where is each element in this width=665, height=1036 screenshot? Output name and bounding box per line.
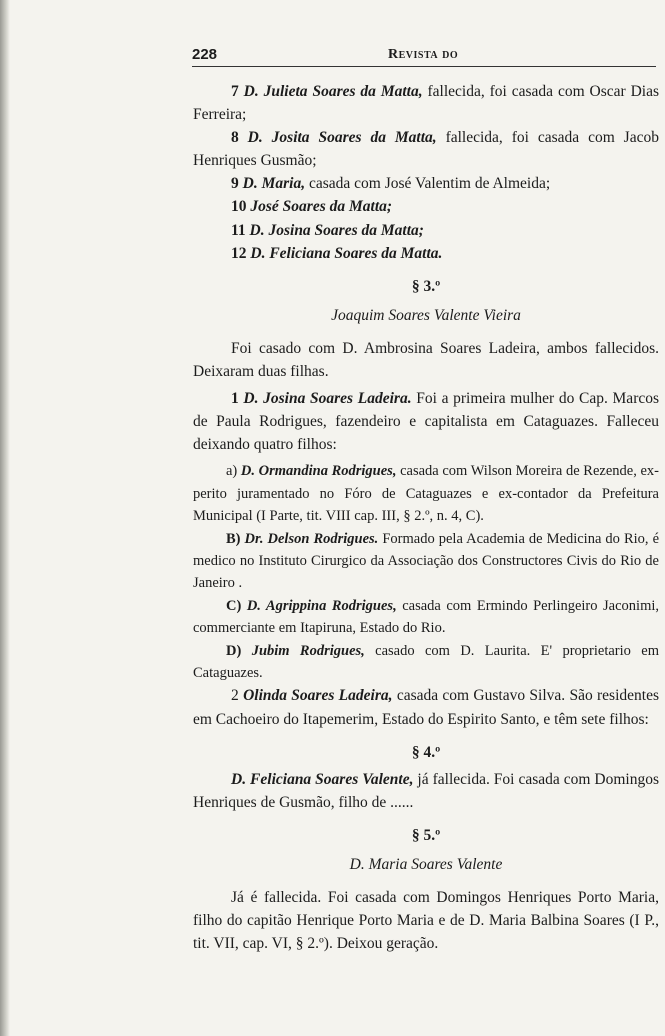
section-title: Joaquim Soares Valente Vieira	[331, 306, 521, 324]
list-item: 10 José Soares da Matta;	[231, 198, 393, 216]
section-title: D. Maria Soares Valente	[349, 856, 503, 874]
list-item: 9 D. Maria, casada com José Valentim de Almeida;	[231, 175, 551, 193]
page-body	[193, 80, 659, 955]
list-item: 1 D. Josina Soares Ladeira. Foi a primeira mulher do Cap. Marcos de Paula Rodrigues, fazendeiro e capitalista em Cataguazes. Falleceu deixando quatro filhos:	[193, 390, 660, 454]
paragraph: Já é fallecida. Foi casada com Domingos Henriques Porto Maria, filho do capitão Henrique Porto Maria e de D. Maria Balbina Soares (I P., tit. VII, cap. VI, § 2.º). Deixou geração.	[193, 889, 659, 953]
sub-list-item: a) D. Ormandina Rodrigues, casada com Wilson Moreira de Rezende, ex-perito juramentado no Fóro de Cataguazes e ex-contador da Prefeitura Municipal (I Parte, tit. VIII cap. III, § 2.º, n. 4, C).	[193, 463, 659, 525]
page-header	[192, 44, 656, 67]
running-head: Revista do	[388, 47, 459, 62]
page-number: 228	[192, 46, 218, 63]
list-item: 7 D. Julieta Soares da Matta, fallecida, foi casada com Oscar Dias Ferreira;	[193, 83, 659, 124]
list-item: 11 D. Josina Soares da Matta;	[231, 221, 424, 239]
list-item: 2 Olinda Soares Ladeira, casada com Gustavo Silva. São residentes em Cachoeiro do Itapemerim, Estado do Espirito Santo, e têm sete filhos:	[193, 687, 659, 728]
list-item: 8 D. Josita Soares da Matta, fallecida, foi casada com Jacob Henriques Gusmão;	[193, 129, 659, 170]
section-mark: § 3.º	[411, 277, 441, 295]
sub-list-item: C) D. Agrippina Rodrigues, casada com Ermindo Perlingeiro Jaconimi, commerciante em Itapiruna, Estado do Rio.	[193, 597, 659, 637]
list-item: 12 D. Feliciana Soares da Matta.	[231, 244, 443, 262]
paragraph: Foi casado com D. Ambrosina Soares Ladeira, ambos fallecidos. Deixaram duas filhas.	[193, 339, 659, 381]
section-mark: § 5.º	[411, 826, 441, 844]
section-mark: § 4.º	[411, 743, 441, 761]
sub-list-item: B) Dr. Delson Rodrigues. Formado pela Academia de Medicina do Rio, é medico no Instituto Cirurgico da Associação dos Constructores Civis do Rio de Janeiro .	[193, 530, 660, 592]
sub-list-item: D) Jubim Rodrigues, casado com D. Laurita. E' proprietario em Cataguazes.	[193, 642, 660, 682]
paragraph: D. Feliciana Soares Valente, já fallecida. Foi casada com Domingos Henriques de Gusmão, filho de ......	[193, 770, 659, 811]
